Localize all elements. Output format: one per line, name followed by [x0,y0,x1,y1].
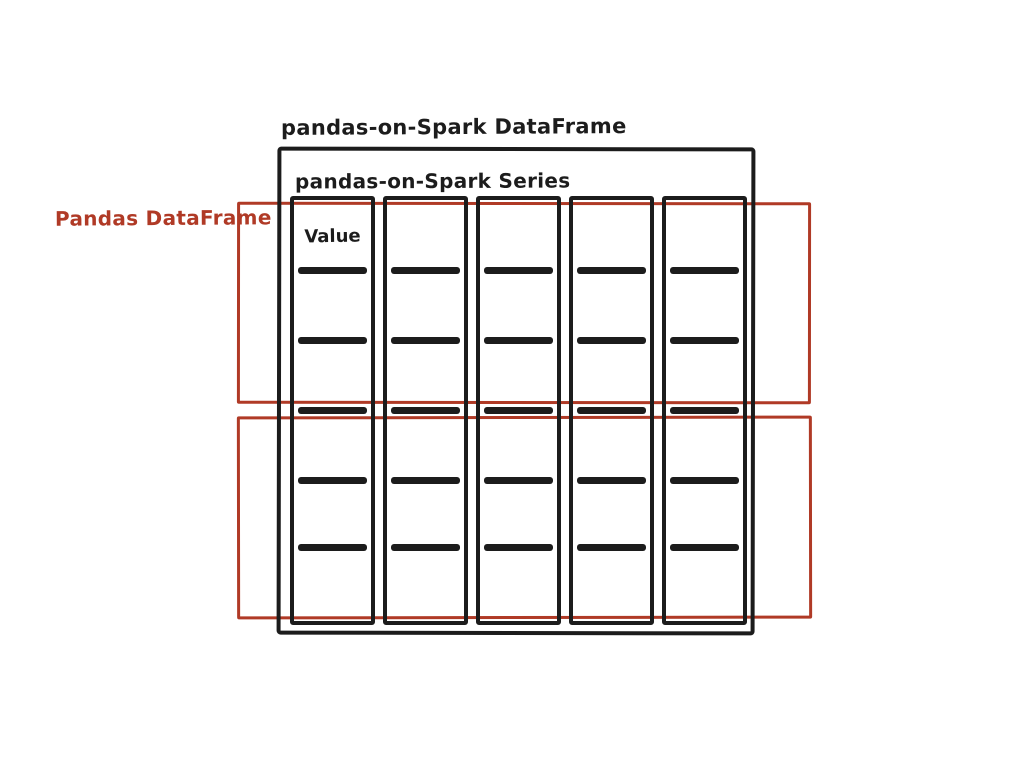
series-column [383,196,468,625]
row-dash [577,337,646,344]
row-dash [391,267,460,274]
row-dash [391,477,460,484]
row-dash [391,544,460,551]
pandas-dataframe-label: Pandas DataFrame [54,205,272,231]
row-dash [298,544,367,551]
series-column [662,196,747,625]
row-dash [298,477,367,484]
row-dash [484,337,553,344]
pandas-on-spark-series-label: pandas-on-Spark Series [294,168,571,194]
series-column [290,196,375,625]
series-column [476,196,561,625]
row-dash [298,407,367,414]
row-dash [391,407,460,414]
row-dash [298,337,367,344]
row-dash [670,407,739,414]
row-dash [670,544,739,551]
column-header-value: Value [304,225,361,248]
row-dash [577,544,646,551]
pandas-on-spark-dataframe-title: pandas-on-Spark DataFrame [280,114,627,140]
series-column [569,196,654,625]
row-dash [670,267,739,274]
row-dash [484,544,553,551]
row-dash [670,337,739,344]
row-dash [577,267,646,274]
row-dash [391,337,460,344]
row-dash [484,477,553,484]
row-dash [670,477,739,484]
row-dash [484,267,553,274]
row-dash [577,407,646,414]
row-dash [577,477,646,484]
row-dash [298,267,367,274]
row-dash [484,407,553,414]
